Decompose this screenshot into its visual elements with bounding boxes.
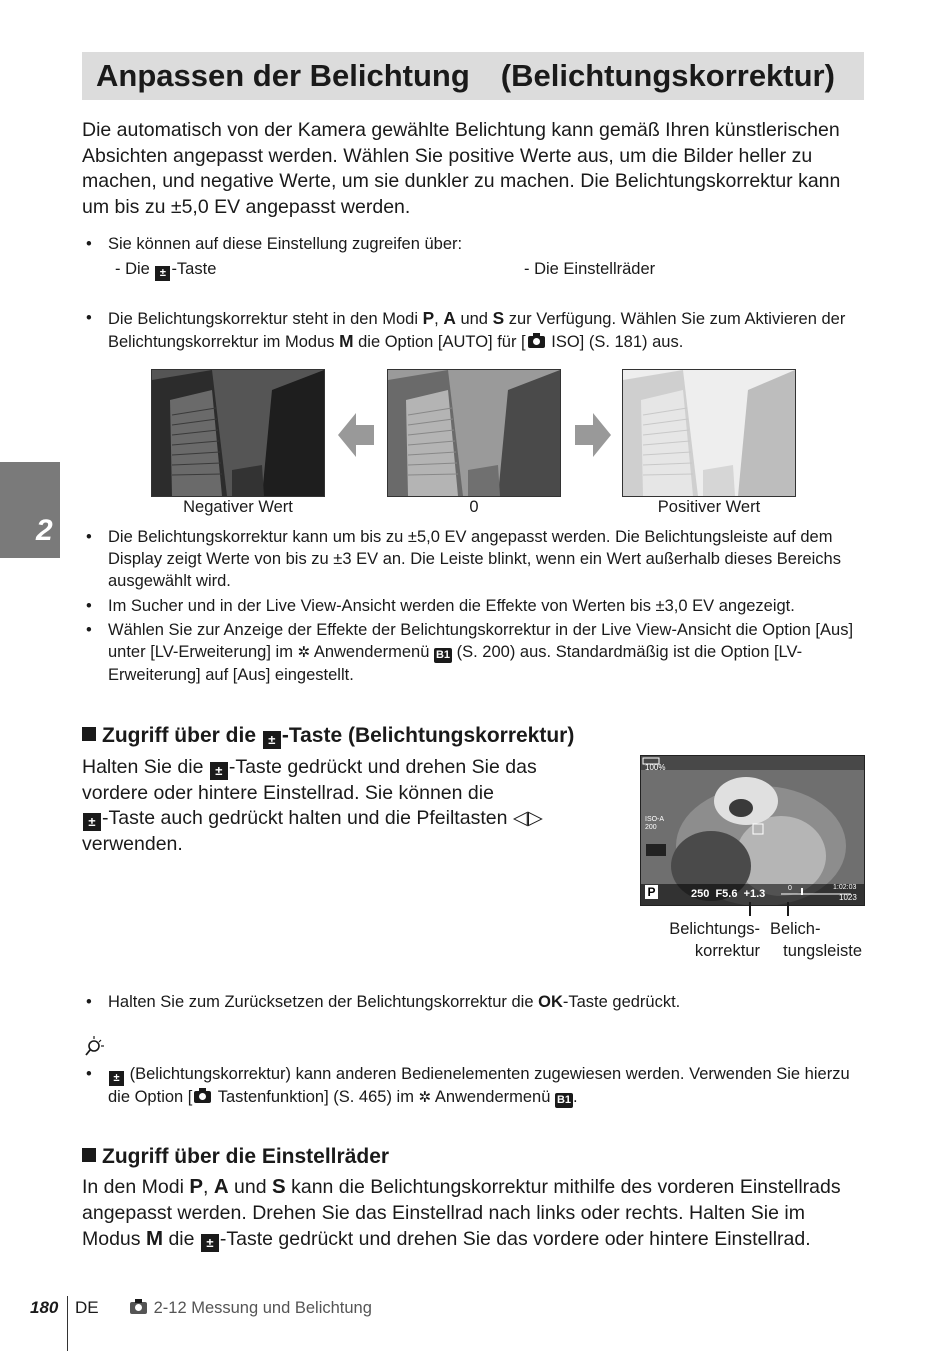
chapter-tab	[0, 462, 60, 558]
shooting-mode-badge: P	[645, 885, 658, 899]
exposure-compensation-icon: ±	[83, 813, 101, 831]
exposure-readout: 250 F5.6 +1.3	[691, 888, 766, 900]
mode-p: P	[189, 1175, 203, 1198]
page-number: 180	[30, 1298, 59, 1317]
label-compensation-line1: Belichtungs-	[669, 920, 760, 938]
caption-negative: Negativer Wert	[183, 498, 293, 516]
reset-text-b: -Taste gedrückt.	[562, 993, 681, 1011]
photo-zero	[387, 369, 561, 497]
bullet-viewfinder: • Im Sucher und in der Live View-Ansicht werden die Effekte von Werten bis ±3,0 EV angezeigt.	[86, 597, 795, 615]
intro-paragraph: Die automatisch von der Kamera gewählte Belichtung kann gemäß Ihren künstlerischen Absichten angepasst werden. Wählen Sie positive Werte aus, um die Bilder heller zu machen, und negative Werte, um sie dunkler zu machen. Die Belichtungskorrektur kann um bis zu ±5,0 EV angepasst werden.	[82, 119, 841, 218]
bullet-lv-text2: Anwendermenü	[313, 643, 430, 661]
bullet-reset: • Halten Sie zum Zurücksetzen der Belichtungskorrektur die OK-Taste gedrückt.	[86, 993, 681, 1011]
exposure-compensation-icon: ±	[109, 1071, 124, 1086]
square-bullet-icon	[82, 1148, 96, 1162]
section2-paragraph	[82, 1174, 857, 1253]
shot-counter: 1023	[839, 893, 857, 902]
b1-menu-icon: B1	[435, 649, 451, 661]
label-compensation-line2: korrektur	[694, 942, 760, 960]
chapter-number: 2	[36, 514, 53, 547]
s2-comma: ,	[202, 1176, 209, 1198]
camera-live-view-screen	[640, 755, 865, 906]
access-lead: Sie können auf diese Einstellung zugreifen über:	[108, 235, 463, 253]
mode-m: M	[339, 331, 354, 351]
section1-heading-a: Zugriff über die	[102, 724, 256, 747]
iso-readout: ISO-A 200	[645, 816, 664, 831]
modes-note: • Die Belichtungskorrektur steht in den Modi P, A und S zur Verfügung. Wählen Sie zum Aktivieren der Belichtungskorrektur im Modus M die Option [AUTO] für [ ISO] (S. 181) aus.	[86, 308, 846, 351]
mode-m: M	[145, 1227, 164, 1250]
camera-icon	[194, 1091, 211, 1103]
s2-text4: -Taste gedrückt und drehen Sie das vordere oder hintere Einstellrad.	[219, 1228, 811, 1250]
mode-s: S	[272, 1175, 286, 1198]
caption-positive: Positiver Wert	[657, 498, 761, 516]
time-readout: 1:02:03	[833, 884, 857, 891]
bullet-lv-text3: (S. 200) aus. Standardmäßig ist die Option [LV-Erweiterung] auf [Aus] eingestellt.	[108, 643, 803, 684]
battery-readout: 100%	[645, 763, 666, 772]
s2-text3: die	[168, 1228, 195, 1250]
tip-text-d: .	[573, 1088, 578, 1106]
access-option1-suffix: -Taste	[171, 260, 217, 278]
modes-note-comma: ,	[434, 310, 439, 328]
modes-note-text: Die Belichtungskorrektur steht in den Modi	[108, 310, 418, 328]
modes-note-und: und	[460, 310, 488, 328]
footer-section-text: 2-12 Messung und Belichtung	[153, 1299, 372, 1317]
section1-text-b: -Taste gedrückt und drehen Sie das vordere oder hintere Einstellrad. Sie können die	[82, 756, 537, 804]
tip-text-a: (Belichtungskorrektur) kann anderen Bedienelementen zugewiesen werden. Verwenden Sie hierzu die Option [	[108, 1065, 850, 1106]
arrow-left-icon	[338, 413, 374, 457]
exposure-compensation-icon: ±	[210, 762, 228, 780]
access-option-button	[115, 258, 216, 281]
mode-s: S	[492, 308, 505, 328]
modes-note-text3: die Option [AUTO] für [	[358, 333, 526, 351]
exposure-compensation-icon: ±	[155, 266, 170, 281]
mode-a: A	[443, 308, 456, 328]
section1-text-c: -Taste auch gedrückt halten und die Pfeiltasten	[102, 807, 508, 829]
camera-icon	[130, 1302, 147, 1314]
camera-icon	[528, 336, 545, 348]
photo-positive	[622, 369, 796, 497]
label-compensation	[640, 918, 760, 962]
modes-note-text2: zur Verfügung. Wählen Sie zum Aktivieren der Belichtungskorrektur im Modus	[108, 310, 846, 351]
access-option-dials: - Die Einstellräder	[524, 260, 656, 278]
section1-text-d: verwenden.	[82, 832, 183, 855]
arrow-right-icon	[575, 413, 611, 457]
section1-text-a: Halten Sie die	[82, 756, 204, 778]
footer-language: DE	[75, 1298, 99, 1317]
exposure-compensation-icon: ±	[201, 1234, 219, 1252]
label-pointer-compensation	[749, 902, 751, 916]
bullet-lv-text1: Wählen Sie zur Anzeige der Effekte der Belichtungskorrektur in der Live View-Ansicht die Option [Aus] unter [LV-Erweiterung] im	[108, 621, 854, 661]
access-option1-prefix: - Die	[115, 260, 150, 278]
page-title: Anpassen der Belichtung (Belichtungskorrektur)	[96, 58, 835, 93]
gear-icon: ✲	[297, 644, 311, 661]
bullet-viewfinder-text: Im Sucher und in der Live View-Ansicht werden die Effekte von Werten bis ±3,0 EV angezeigt.	[108, 597, 795, 615]
mode-a: A	[213, 1175, 229, 1198]
label-bar-line2: tungsleiste	[783, 942, 862, 960]
s2-text2: kann die Belichtungskorrektur mithilfe des vorderen Einstellrads angepasst werden. Drehen Sie das Einstellrad nach links oder rechts. Halten Sie im Modus	[82, 1176, 841, 1250]
section-heading-dials	[82, 1143, 389, 1171]
reset-text-a: Halten Sie zum Zurücksetzen der Belichtungskorrektur die	[108, 993, 534, 1011]
caption-zero: 0	[469, 498, 479, 516]
arrow-keys-icon: ◁▷	[512, 807, 543, 829]
mode-p: P	[422, 308, 435, 328]
s2-und: und	[234, 1176, 267, 1198]
ok-button-icon: OK	[538, 993, 563, 1011]
footer-section	[128, 1299, 372, 1318]
section-heading-button	[82, 722, 574, 750]
bullet-range: • Die Belichtungskorrektur kann um bis zu ±5,0 EV angepasst werden. Die Belichtungsleiste auf dem Display zeigt Werte von bis zu ±3 EV an. Die Leiste blinkt, wenn ein Wert außerhalb dieses Bereichs ausgewählt wird.	[86, 528, 841, 590]
label-exposure-bar	[770, 918, 862, 962]
footer-divider	[67, 1296, 68, 1351]
b1-menu-icon: B1	[556, 1094, 572, 1106]
bullet-range-text: Die Belichtungskorrektur kann um bis zu ±5,0 EV angepasst werden. Die Belichtungsleiste auf dem Display zeigt Werte von bis zu ±3 EV an. Die Leiste blinkt, wenn ein Wert außerhalb dieses Bereichs ausgewählt wird.	[108, 528, 841, 590]
tip-text-c: Anwendermenü	[434, 1088, 551, 1106]
tip-icon	[82, 1034, 106, 1063]
s2-text1: In den Modi	[82, 1176, 184, 1198]
exposure-bar-zero: 0	[788, 885, 792, 892]
tip-text-b: Tastenfunktion] (S. 465) im	[217, 1088, 414, 1106]
tip-bullet: • ± (Belichtungskorrektur) kann anderen Bedienelementen zugewiesen werden. Verwenden Sie hierzu die Option [ Tastenfunktion] (S. 465) im ✲ Anwendermenü B1 .	[86, 1065, 850, 1106]
section2-heading-text: Zugriff über die Einstellräder	[102, 1145, 390, 1168]
square-bullet-icon	[82, 727, 96, 741]
gear-icon: ✲	[418, 1089, 432, 1106]
section1-paragraph	[82, 755, 582, 857]
modes-note-text4: ISO] (S. 181) aus.	[551, 333, 684, 351]
access-bullet: • Sie können auf diese Einstellung zugreifen über:	[86, 235, 463, 253]
section1-heading-b: -Taste (Belichtungskorrektur)	[281, 724, 575, 747]
bullet-lv: • Wählen Sie zur Anzeige der Effekte der Belichtungskorrektur in der Live View-Ansicht die Option [Aus] unter [LV-Erweiterung] im ✲ Anwendermenü B1 (S. 200) aus. Standardmäßig ist die Option [LV-Erweiterung] auf [Aus] eingestellt.	[86, 621, 854, 684]
photo-negative	[151, 369, 325, 497]
exposure-compensation-icon: ±	[263, 731, 281, 749]
label-pointer-bar	[787, 902, 789, 916]
label-bar-line1: Belich-	[770, 920, 821, 938]
